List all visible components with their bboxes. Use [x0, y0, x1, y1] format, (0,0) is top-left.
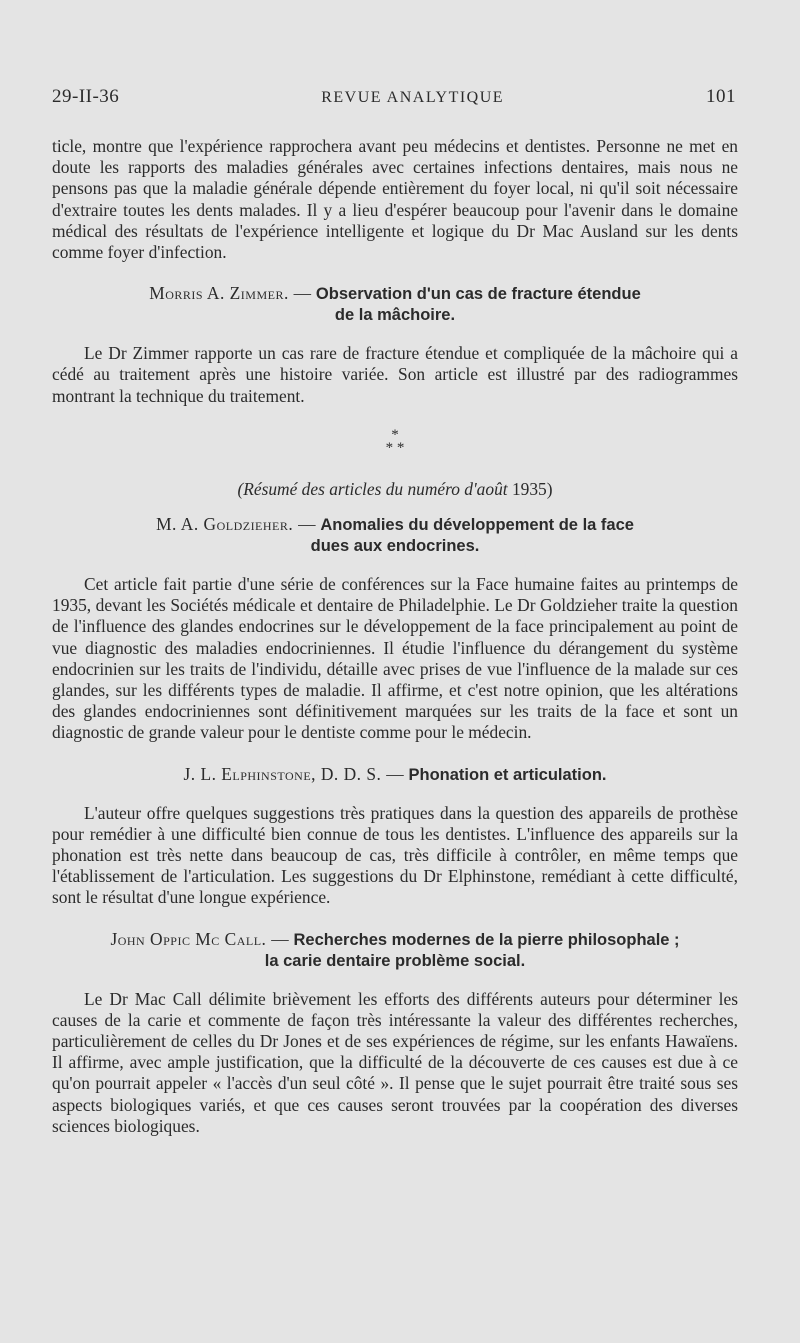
page-number: 101 [705, 86, 736, 107]
article-text-elphinstone: L'auteur offre quelques suggestions très pratiques dans la question des appareils de prothèse pour remédier à une difficulté bien connue de tous les dentistes. L'influence des appareils sur la phonation est très nette dans beaucoup de cas, très difficile à contrôler, en même temps que l'établissement de l'articulation. Les suggestions du Dr Elphinstone, remédiant à cette difficulté, sont le résultat d'une longue expérience. [52, 802, 738, 908]
article-title-continued: dues aux endocrines. [310, 537, 480, 556]
article-title: Recherches modernes de la pierre philosophale ; [293, 930, 680, 949]
intro-paragraph: ticle, montre que l'expérience rapprochera avant peu médecins et dentistes. Personne ne met en doute les rapports des maladies générales avec certaines infections dentaires, mais nous ne pensons pas que la maladie générale dépende entièrement du foyer local, ni qu'il soit nécessaire d'extraire toutes les dents malades. Il y a lieu d'espérer beaucoup pour l'avenir dans le domaine médical des résultats de l'expérience intelligente et logique du Dr Mac Ausland sur les dents comme foyer d'infection. [52, 136, 738, 263]
header-date: 29-II-36 [52, 86, 120, 107]
article-title-continued: la carie dentaire problème social. [264, 951, 526, 970]
article-text-zimmer: Le Dr Zimmer rapporte un cas rare de fracture étendue et compliquée de la mâchoire qui a cédé au traitement après une histoire variée. Son article est illustré par des radiogrammes montrant la technique du traitement. [52, 343, 738, 406]
separator-stars-bottom: * * [385, 439, 405, 456]
article-heading-mccall [52, 929, 738, 971]
summary-heading [52, 479, 738, 500]
article-author: M. A. Goldzieher. — [156, 514, 316, 535]
article-title: Observation d'un cas de fracture étendue [315, 285, 641, 304]
article-heading-elphinstone [52, 764, 738, 785]
section-separator [52, 426, 738, 456]
article-text-mccall: Le Dr Mac Call délimite brièvement les efforts des différents auteurs pour déterminer les causes de la carie et commente de façon très intéressante la valeur des différentes recherches, particulièrement de celles du Dr Jones et de ses expériences de régime, sur les enfants Hawaïens. Il affirme, avec ample justification, que la difficulté de la découverte de ces causes est due à ce qu'on pourrait appeler « l'accès d'un seul côté ». Il pense que le sujet pourrait être traité sous ses aspects biologiques variés, et que ces causes seront trouvées par la coopération des diverses sciences biologiques. [52, 988, 738, 1136]
summary-heading-text: (Résumé des articles du numéro d'août [237, 478, 508, 499]
article-author: John Oppic Mc Call. — [110, 928, 290, 949]
article-text-goldzieher: Cet article fait partie d'une série de conférences sur la Face humaine faites au printemps de 1935, devant les Sociétés médicale et dentaire de Philadelphie. Le Dr Goldzieher traite la question de l'influence des glandes endocrines sur le développement de la face principalement au point de vue diagnostic des maladies endocriniennes. Il étudie l'influence du dérangement du système endocrinien sur les traits de l'individu, détaille avec prises de vue l'influence de la malade sur ces glandes, sur les différents types de maladie. Il affirme, et c'est notre opinion, que les altérations des glandes endocriniennes sont définitivement marquées sur les traits de la face et sont un diagnostic de grande valeur pour le dentiste comme pour le médecin. [52, 574, 738, 743]
journal-title: REVUE ANALYTIQUE [321, 89, 505, 106]
summary-heading-year: 1935) [511, 478, 553, 499]
article-author: J. L. Elphinstone, D. D. S. — [183, 763, 405, 784]
article-author: Morris A. Zimmer. — [149, 283, 312, 304]
running-header [52, 86, 736, 108]
article-title-continued: de la mâchoire. [334, 306, 456, 325]
separator-star-top: * [391, 426, 399, 443]
article-title: Anomalies du développement de la face [320, 516, 634, 535]
article-heading-zimmer [52, 283, 738, 325]
page-body [52, 136, 738, 1137]
article-title: Phonation et articulation. [408, 765, 607, 784]
article-heading-goldzieher [52, 514, 738, 556]
